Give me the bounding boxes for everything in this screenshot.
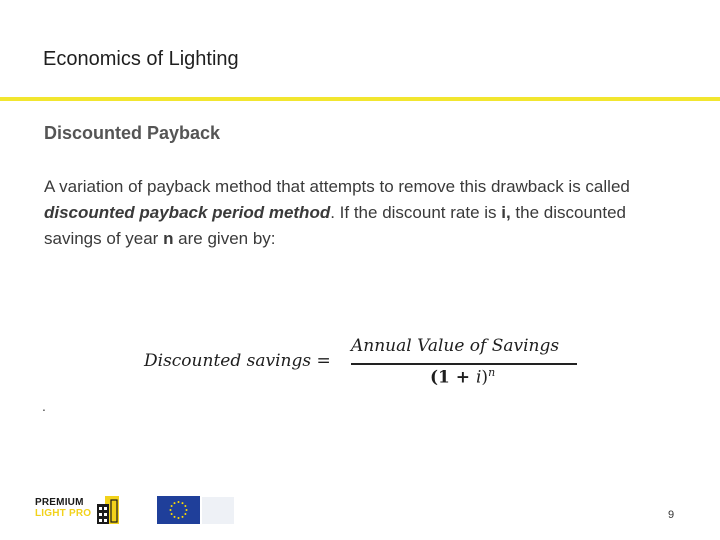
year-symbol: n — [163, 229, 174, 248]
den-paren-close: ) — [481, 367, 489, 388]
logo-text-light-pro: LIGHT PRO — [35, 508, 92, 519]
slide-title: Economics of Lighting — [43, 48, 239, 70]
building-icon — [95, 494, 125, 526]
fraction-bar — [351, 363, 577, 365]
page-number: 9 — [668, 509, 675, 521]
stray-bullet-mark: . — [42, 398, 46, 414]
section-heading: Discounted Payback — [44, 123, 221, 143]
text-run: . If the discount rate is — [330, 203, 502, 222]
formula-numerator: Annual Value of Savings — [351, 336, 560, 356]
formula-lhs: Discounted savings = — [144, 351, 331, 371]
discount-rate-symbol: i, — [501, 203, 511, 222]
text-run: are given by: — [173, 229, 276, 248]
method-name: discounted payback period method — [44, 203, 331, 222]
text-run: A variation of payback method that attempts to remove this drawback is called — [44, 177, 630, 196]
eu-funding-note — [202, 497, 234, 524]
logo-text-premium: PREMIUM — [35, 497, 84, 508]
text-run: the discounted savings of year — [44, 203, 627, 248]
formula-denominator — [430, 366, 495, 388]
den-rate: i — [475, 367, 482, 388]
premium-light-pro-logo — [33, 492, 125, 526]
den-paren-open: ( — [430, 367, 439, 388]
den-one: 1 — [438, 367, 450, 388]
body-paragraph — [44, 174, 684, 252]
den-plus: + — [449, 367, 476, 388]
title-divider — [0, 97, 720, 101]
discounted-savings-formula — [144, 336, 584, 396]
eu-flag-icon — [157, 496, 200, 524]
den-exponent: n — [488, 366, 496, 379]
